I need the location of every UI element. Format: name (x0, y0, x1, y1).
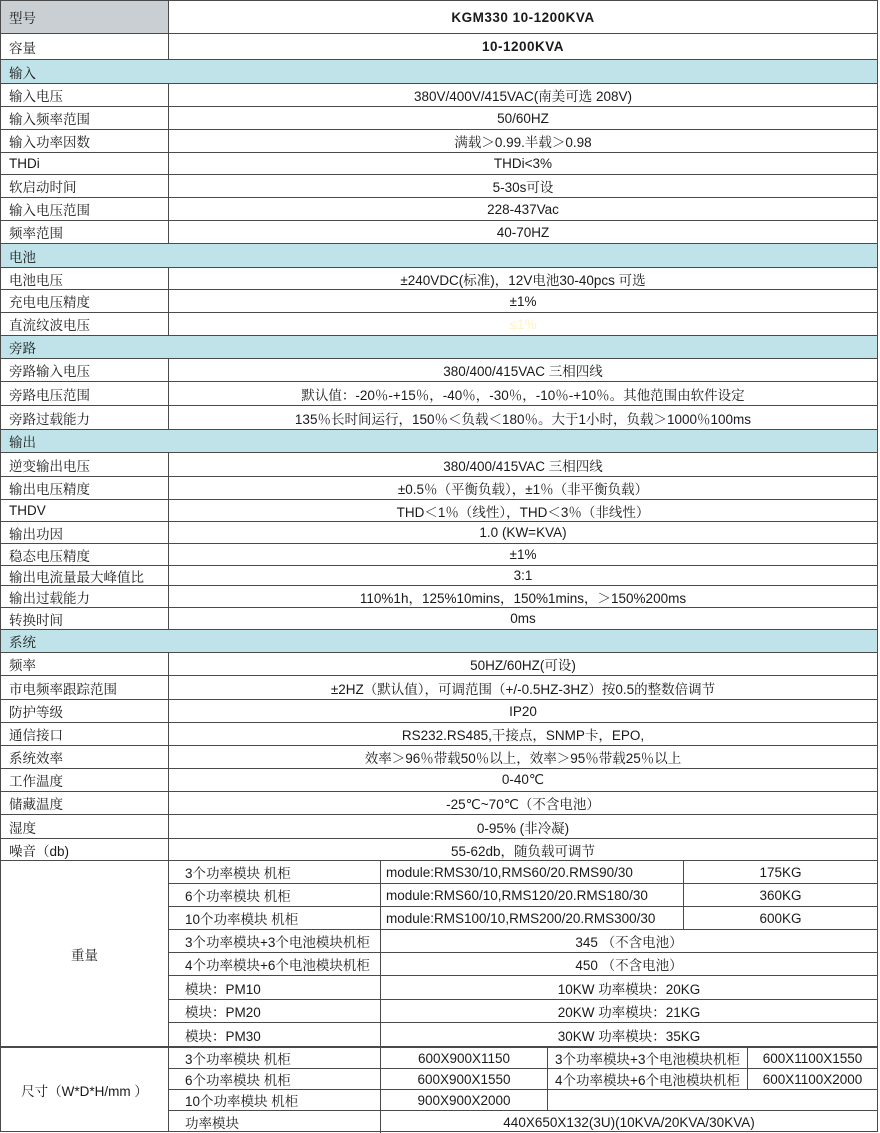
model-label: 型号 (1, 1, 169, 33)
weight-item-weight: 175KG (683, 861, 877, 883)
spec-label: 工作温度 (1, 769, 169, 791)
spec-value: 380/400/415VAC 三相四线 (443, 458, 603, 474)
weight-item-module: module:RMS60/10,RMS120/20.RMS180/30 (380, 884, 683, 906)
spec-label: 稳态电压精度 (1, 544, 169, 565)
size-item-name: 10个功率模块 机柜 (185, 1094, 299, 1109)
spec-row (0, 608, 878, 630)
spec-value: ±0.5％（平衡负载），±1％（非平衡负载） (397, 482, 649, 497)
output-section-title: 输出 (9, 435, 36, 450)
weight-item-name: 6个功率模块 机柜 (185, 889, 291, 904)
battery-section-header (0, 244, 878, 268)
spec-row (0, 453, 878, 477)
weight-item-name: 3个功率模块+3个电池模块机柜 (185, 935, 370, 950)
spec-row (0, 130, 878, 153)
spec-row (0, 382, 878, 406)
size-item-name2: 3个功率模块+3个电池模块机柜 (547, 1048, 747, 1068)
spec-row (0, 198, 878, 221)
capacity-value: 10-1200KVA (481, 39, 565, 54)
size-item-name: 功率模块 (185, 1116, 239, 1131)
spec-label: 旁路过载能力 (1, 406, 169, 429)
spec-value: 效率＞96％带载50％以上，效率＞95％带载25％以上 (364, 751, 682, 766)
weight-item-name: 10个功率模块 机柜 (185, 912, 299, 927)
spec-row (0, 84, 878, 107)
spec-value: THDi<3% (493, 156, 553, 171)
spec-value: 0-40℃ (501, 772, 545, 787)
weight-item-value: 10KW 功率模块：20KG (380, 976, 877, 999)
spec-label: 频率范围 (1, 221, 169, 243)
size-row (169, 1111, 877, 1133)
spec-row (0, 268, 878, 290)
spec-value: IP20 (509, 703, 537, 719)
size-row (169, 1069, 877, 1090)
weight-item-value: 20KW 功率模块：21KG (380, 1000, 877, 1022)
spec-value: 默认值：-20％-+15％，-40％，-30％，-10％-+10％。其他范围由软件设定 (301, 387, 745, 403)
spec-row (0, 792, 878, 815)
spec-row (0, 500, 878, 522)
spec-value: ±2HZ（默认值），可调范围（+/-0.5HZ-3HZ）按0.5的整数倍调节 (330, 681, 716, 697)
spec-value: 1.0 (KW=KVA) (479, 525, 567, 540)
spec-row (0, 153, 878, 175)
spec-row (0, 406, 878, 430)
input-section-title: 输入 (9, 65, 36, 81)
size-group (0, 1047, 878, 1132)
spec-row (0, 107, 878, 130)
size-item-dim2: 600X1100X1550 (747, 1048, 877, 1068)
weight-item-value: 450 （不含电池） (380, 953, 877, 975)
spec-value: 0ms (510, 611, 536, 626)
size-row (169, 1090, 877, 1111)
weight-row (169, 1000, 877, 1023)
spec-value: 110%1h，125%10mins，150%1mins，＞150%200ms (359, 590, 687, 606)
spec-value: 228-437Vac (487, 201, 559, 217)
size-item-name: 6个功率模块 机柜 (185, 1073, 291, 1088)
spec-label: 旁路电压范围 (1, 382, 169, 405)
size-item-name: 3个功率模块 机柜 (185, 1052, 291, 1067)
spec-row (0, 676, 878, 700)
spec-value: ±1% (509, 293, 537, 309)
spec-label: 输入电压 (1, 84, 169, 106)
spec-value: 5-30s可设 (492, 180, 554, 195)
battery-section-title: 电池 (9, 249, 36, 265)
spec-label: 充电电压精度 (1, 290, 169, 312)
spec-row (0, 653, 878, 676)
spec-row (0, 566, 878, 586)
spec-label: 直流纹波电压 (1, 313, 169, 335)
spec-label: 逆变输出电压 (1, 453, 169, 476)
spec-row (0, 586, 878, 608)
weight-item-name: 模块：PM30 (185, 1029, 261, 1044)
size-empty-cell (547, 1090, 877, 1110)
spec-label: 输入频率范围 (1, 107, 169, 129)
spec-value: 380V/400V/415VAC(南美可选 208V) (413, 89, 633, 104)
spec-value: ±1% (509, 547, 537, 562)
spec-label: 电池电压 (1, 268, 169, 289)
weight-row (169, 1023, 877, 1047)
model-row (0, 0, 878, 34)
spec-row (0, 522, 878, 544)
size-item-name2: 4个功率模块+6个电池模块机柜 (547, 1069, 747, 1089)
spec-label: THDV (1, 500, 169, 521)
spec-value: THD＜1％（线性），THD＜3％（非线性） (396, 504, 650, 520)
weight-label: 重量 (1, 861, 169, 1046)
size-item-dim2: 600X1100X2000 (747, 1069, 877, 1089)
weight-item-module: module:RMS100/10,RMS200/20.RMS300/30 (380, 907, 683, 929)
spec-label: 软启动时间 (1, 175, 169, 197)
size-item-dim: 600X900X1150 (380, 1048, 547, 1068)
spec-row (0, 769, 878, 792)
spec-value: ≤1% (509, 316, 537, 332)
spec-row (0, 477, 878, 500)
spec-value: RS232.RS485,干接点，SNMP卡，EPO, (401, 728, 645, 743)
weight-item-name: 4个功率模块+6个电池模块机柜 (185, 958, 370, 973)
spec-value: 满载＞0.99.半载＞0.98 (454, 135, 592, 150)
spec-row (0, 544, 878, 566)
weight-item-module: module:RMS30/10,RMS60/20.RMS90/30 (380, 861, 683, 883)
spec-value: 135％长时间运行，150％＜负载＜180％。大于1小时，负载＞1000％100ms (294, 411, 752, 427)
weight-row (169, 930, 877, 953)
spec-label: 系统效率 (1, 746, 169, 768)
capacity-label: 容量 (1, 34, 169, 59)
spec-label: 储藏温度 (1, 792, 169, 814)
spec-label: 输出功因 (1, 522, 169, 543)
size-row (169, 1048, 877, 1069)
weight-item-weight: 360KG (683, 884, 877, 906)
spec-row (0, 175, 878, 198)
spec-row (0, 290, 878, 313)
spec-row (0, 221, 878, 244)
bypass-section-title: 旁路 (9, 341, 36, 356)
size-item-value: 440X650X132(3U)(10KVA/20KVA/30KVA) (380, 1111, 877, 1133)
output-section-header (0, 430, 878, 453)
capacity-row (0, 34, 878, 60)
spec-row (0, 313, 878, 336)
spec-label: 输出电压精度 (1, 477, 169, 499)
spec-label: THDi (1, 153, 169, 174)
spec-row (0, 359, 878, 382)
weight-group (0, 861, 878, 1047)
spec-label: 噪音（db) (1, 839, 169, 860)
weight-item-weight: 600KG (683, 907, 877, 929)
weight-item-value: 345 （不含电池） (380, 930, 877, 952)
input-section-header (0, 60, 878, 84)
spec-row (0, 746, 878, 769)
spec-label: 湿度 (1, 815, 169, 838)
weight-row (169, 976, 877, 1000)
size-item-dim: 600X900X1550 (380, 1069, 547, 1089)
model-value: KGM330 10-1200KVA (451, 9, 595, 25)
spec-label: 旁路输入电压 (1, 359, 169, 381)
spec-label: 输入电压范围 (1, 198, 169, 220)
spec-value: 40-70HZ (496, 224, 550, 240)
weight-item-name: 模块：PM10 (185, 981, 261, 997)
spec-value: 55-62db，随负载可调节 (450, 843, 596, 859)
size-item-dim: 900X900X2000 (380, 1090, 547, 1110)
spec-label: 输出电流量最大峰值比 (1, 566, 169, 585)
weight-row (169, 953, 877, 976)
spec-label: 输入功率因数 (1, 130, 169, 152)
spec-label: 频率 (1, 653, 169, 675)
weight-row (169, 884, 877, 907)
weight-item-name: 3个功率模块 机柜 (185, 866, 291, 881)
weight-item-name: 模块：PM20 (185, 1005, 261, 1020)
spec-value: 0-95% (非冷凝) (476, 820, 570, 836)
spec-value: 3:1 (513, 568, 533, 583)
spec-row (0, 723, 878, 746)
spec-label: 通信接口 (1, 723, 169, 745)
weight-item-value: 30KW 功率模块：35KG (380, 1023, 877, 1047)
spec-row (0, 815, 878, 839)
system-section-header (0, 630, 878, 653)
spec-label: 防护等级 (1, 700, 169, 722)
spec-value: ±240VDC(标准)，12V电池30-40pcs 可选 (400, 272, 646, 288)
spec-value: -25℃~70℃（不含电池） (446, 797, 600, 812)
weight-row (169, 907, 877, 930)
spec-value: 50/60HZ (497, 110, 549, 126)
spec-value: 380/400/415VAC 三相四线 (443, 364, 603, 379)
spec-label: 输出过载能力 (1, 586, 169, 607)
spec-row (0, 700, 878, 723)
weight-row (169, 861, 877, 884)
spec-row (0, 839, 878, 861)
system-section-title: 系统 (9, 635, 36, 650)
bypass-section-header (0, 336, 878, 359)
spec-value: 50HZ/60HZ(可设) (470, 658, 576, 673)
spec-label: 转换时间 (1, 608, 169, 629)
spec-label: 市电频率跟踪范围 (1, 676, 169, 699)
size-label: 尺寸（W*D*H/mm ） (1, 1048, 169, 1131)
